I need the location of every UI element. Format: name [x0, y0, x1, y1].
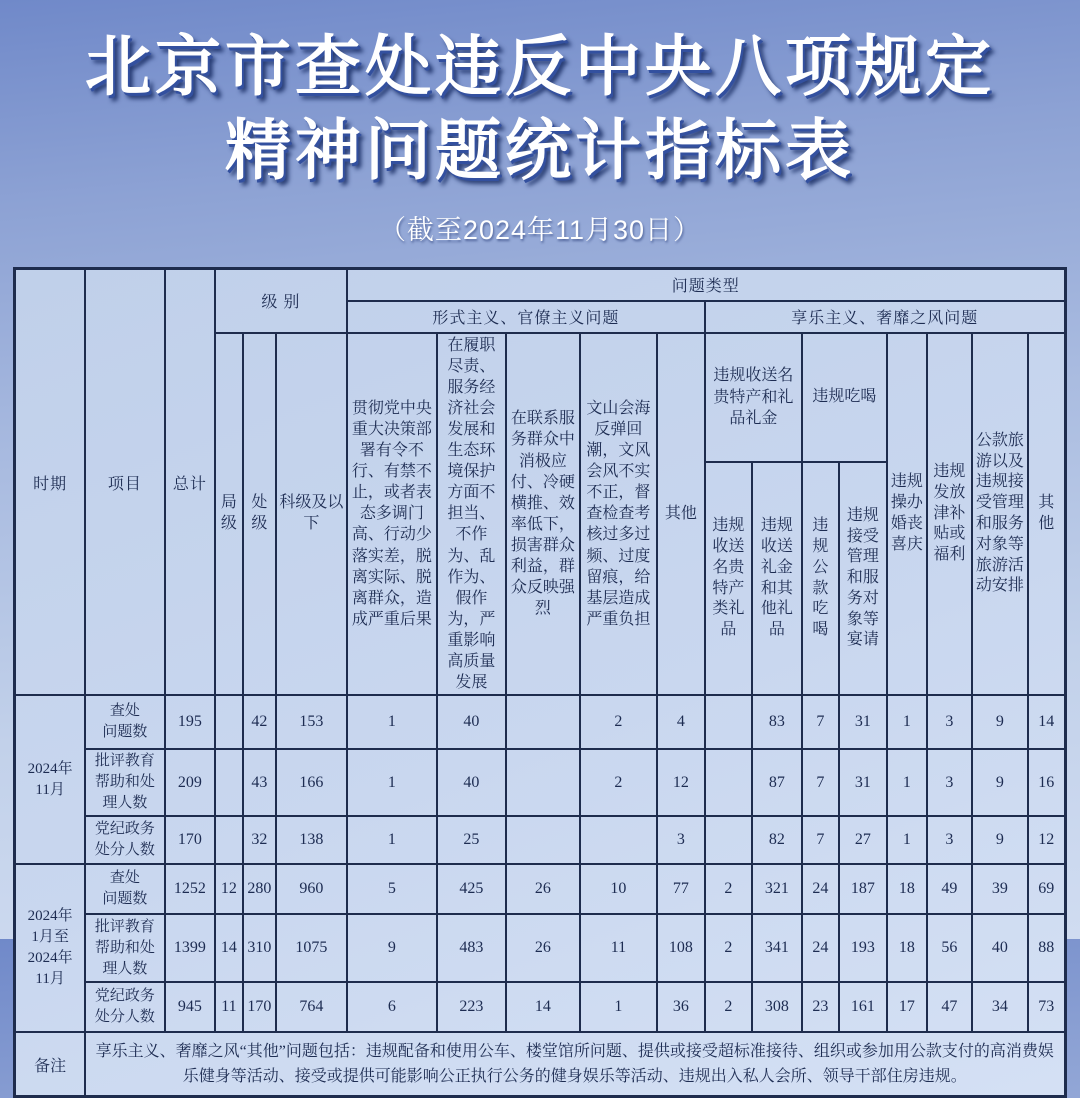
data-cell: 310 [243, 914, 276, 982]
table-row [15, 864, 1065, 914]
data-cell: 14 [1028, 695, 1065, 749]
data-cell: 17 [887, 982, 927, 1032]
table-row [15, 816, 1065, 864]
data-cell [705, 695, 752, 749]
item-header: 项目 [85, 269, 165, 696]
data-cell: 18 [887, 914, 927, 982]
data-cell: 27 [839, 816, 887, 864]
formalism-group-header: 形式主义、官僚主义问题 [347, 301, 705, 333]
data-cell: 170 [243, 982, 276, 1032]
data-cell: 31 [839, 695, 887, 749]
data-cell: 1 [580, 982, 657, 1032]
item-cell: 查处 问题数 [85, 695, 165, 749]
problem-type-header: 问题类型 [347, 269, 1065, 301]
data-cell: 209 [165, 749, 215, 816]
data-cell: 280 [243, 864, 276, 914]
data-cell: 9 [347, 914, 437, 982]
page-title [0, 0, 1080, 192]
data-cell: 108 [657, 914, 705, 982]
item-cell: 党纪政务 处分人数 [85, 816, 165, 864]
period-cell: 2024年 1月至 2024年 11月 [15, 864, 85, 1032]
data-cell: 6 [347, 982, 437, 1032]
data-cell: 82 [752, 816, 802, 864]
data-cell: 153 [276, 695, 347, 749]
data-cell: 3 [927, 695, 972, 749]
data-cell: 87 [752, 749, 802, 816]
data-cell: 9 [972, 695, 1028, 749]
hedonism-col-other: 其他 [1028, 333, 1065, 696]
data-cell: 43 [243, 749, 276, 816]
data-cell: 4 [657, 695, 705, 749]
gift-group-header: 违规收送名贵特产和礼品礼金 [705, 333, 802, 462]
data-cell: 69 [1028, 864, 1065, 914]
data-cell: 34 [972, 982, 1028, 1032]
formalism-col-masses: 在联系服务群众中消极应付、冷硬横推、效率低下，损害群众利益，群众反映强烈 [506, 333, 580, 696]
data-cell: 16 [1028, 749, 1065, 816]
title-line-1: 北京市查处违反中央八项规定 [85, 29, 995, 103]
data-cell: 187 [839, 864, 887, 914]
data-cell: 1252 [165, 864, 215, 914]
data-cell: 1 [347, 749, 437, 816]
data-cell: 3 [927, 816, 972, 864]
data-cell: 11 [580, 914, 657, 982]
data-cell: 36 [657, 982, 705, 1032]
data-cell: 47 [927, 982, 972, 1032]
data-cell: 960 [276, 864, 347, 914]
data-cell: 2 [580, 695, 657, 749]
data-cell: 195 [165, 695, 215, 749]
data-cell: 42 [243, 695, 276, 749]
data-cell [215, 816, 243, 864]
travel-col: 公款旅游以及违规接受管理和服务对象等旅游活动安排 [972, 333, 1028, 696]
data-cell: 308 [752, 982, 802, 1032]
data-cell: 7 [802, 749, 839, 816]
data-cell: 12 [1028, 816, 1065, 864]
data-cell: 764 [276, 982, 347, 1032]
data-cell [580, 816, 657, 864]
gift-col-cash: 违规收送礼金和其他礼品 [752, 462, 802, 696]
table-row [15, 982, 1065, 1032]
formalism-col-meetings: 文山会海反弹回潮，文风会风不实不正，督查检查考核过多过频、过度留痕，给基层造成严重负担 [580, 333, 657, 696]
item-cell: 查处 问题数 [85, 864, 165, 914]
data-cell: 1 [887, 695, 927, 749]
period-header: 时期 [15, 269, 85, 696]
data-cell: 40 [437, 749, 506, 816]
data-cell [215, 749, 243, 816]
data-cell: 12 [657, 749, 705, 816]
data-cell: 88 [1028, 914, 1065, 982]
data-cell: 3 [657, 816, 705, 864]
data-cell: 23 [802, 982, 839, 1032]
data-cell: 2 [705, 914, 752, 982]
data-cell: 77 [657, 864, 705, 914]
data-cell: 341 [752, 914, 802, 982]
item-cell: 党纪政务 处分人数 [85, 982, 165, 1032]
data-cell: 945 [165, 982, 215, 1032]
data-cell: 321 [752, 864, 802, 914]
remark-text: 享乐主义、奢靡之风“其他”问题包括：违规配备和使用公车、楼堂馆所问题、提供或接受超标准接待、组织或参加用公款支付的高消费娱乐健身等活动、接受或提供可能影响公正执行公务的健身娱乐等活动、违规出入私人会所、领导干部住房违规。 [85, 1032, 1065, 1096]
data-cell: 24 [802, 914, 839, 982]
data-cell [506, 695, 580, 749]
data-cell: 14 [215, 914, 243, 982]
data-cell: 40 [972, 914, 1028, 982]
data-cell: 1 [887, 816, 927, 864]
data-cell [506, 749, 580, 816]
data-cell: 1399 [165, 914, 215, 982]
data-cell [215, 695, 243, 749]
data-cell: 24 [802, 864, 839, 914]
data-cell: 193 [839, 914, 887, 982]
table-row [15, 914, 1065, 982]
eatdrink-group-header: 违规吃喝 [802, 333, 887, 462]
data-cell: 2 [705, 982, 752, 1032]
level-col-ju: 局级 [215, 333, 243, 696]
data-cell: 1075 [276, 914, 347, 982]
eatdrink-col-banquet: 违规接受管理和服务对象等宴请 [839, 462, 887, 696]
data-cell: 1 [347, 695, 437, 749]
eatdrink-col-public-funds: 违规公款吃喝 [802, 462, 839, 696]
total-header: 总计 [165, 269, 215, 696]
item-cell: 批评教育 帮助和处 理人数 [85, 749, 165, 816]
table-row [15, 749, 1065, 816]
title-line-2: 精神问题统计指标表 [225, 113, 855, 187]
data-cell: 83 [752, 695, 802, 749]
data-cell: 170 [165, 816, 215, 864]
data-cell: 7 [802, 816, 839, 864]
data-cell: 32 [243, 816, 276, 864]
table-row [15, 695, 1065, 749]
data-cell: 9 [972, 749, 1028, 816]
data-cell: 223 [437, 982, 506, 1032]
statistics-table [13, 267, 1066, 1098]
data-cell: 483 [437, 914, 506, 982]
data-cell: 1 [347, 816, 437, 864]
data-cell: 138 [276, 816, 347, 864]
data-cell: 26 [506, 914, 580, 982]
data-cell: 166 [276, 749, 347, 816]
data-cell: 14 [506, 982, 580, 1032]
item-cell: 批评教育 帮助和处 理人数 [85, 914, 165, 982]
subtitle-date: （截至2024年11月30日） [378, 215, 702, 245]
data-cell: 5 [347, 864, 437, 914]
data-cell: 3 [927, 749, 972, 816]
data-cell [705, 749, 752, 816]
formalism-col-other: 其他 [657, 333, 705, 696]
data-cell: 161 [839, 982, 887, 1032]
data-cell: 31 [839, 749, 887, 816]
data-cell: 40 [437, 695, 506, 749]
data-cell: 49 [927, 864, 972, 914]
data-cell: 1 [887, 749, 927, 816]
data-cell: 10 [580, 864, 657, 914]
data-cell: 2 [580, 749, 657, 816]
hedonism-group-header: 享乐主义、奢靡之风问题 [705, 301, 1065, 333]
period-cell: 2024年 11月 [15, 695, 85, 864]
level-group-header: 级 别 [215, 269, 347, 333]
data-cell: 25 [437, 816, 506, 864]
data-cell: 26 [506, 864, 580, 914]
remark-label: 备注 [15, 1032, 85, 1096]
data-cell: 9 [972, 816, 1028, 864]
data-cell: 7 [802, 695, 839, 749]
data-cell: 425 [437, 864, 506, 914]
data-cell: 39 [972, 864, 1028, 914]
remark-row [15, 1032, 1065, 1096]
data-cell: 73 [1028, 982, 1065, 1032]
formalism-col-policy: 贯彻党中央重大决策部署有令不行、有禁不止，或者表态多调门高、行动少落实差，脱离实际、脱离群众，造成严重后果 [347, 333, 437, 696]
gift-col-specialty: 违规收送名贵特产类礼品 [705, 462, 752, 696]
level-col-chu: 处级 [243, 333, 276, 696]
wedding-funeral-col: 违规操办婚丧喜庆 [887, 333, 927, 696]
formalism-col-duty: 在履职尽责、服务经济社会发展和生态环境保护方面不担当、不作为、乱作为、假作为，严重影响高质量发展 [437, 333, 506, 696]
allowance-col: 违规发放津补贴或福利 [927, 333, 972, 696]
level-col-ke: 科级及以下 [276, 333, 347, 696]
data-cell: 18 [887, 864, 927, 914]
data-cell [506, 816, 580, 864]
data-cell: 2 [705, 864, 752, 914]
data-cell [705, 816, 752, 864]
data-cell: 11 [215, 982, 243, 1032]
data-cell: 12 [215, 864, 243, 914]
data-cell: 56 [927, 914, 972, 982]
